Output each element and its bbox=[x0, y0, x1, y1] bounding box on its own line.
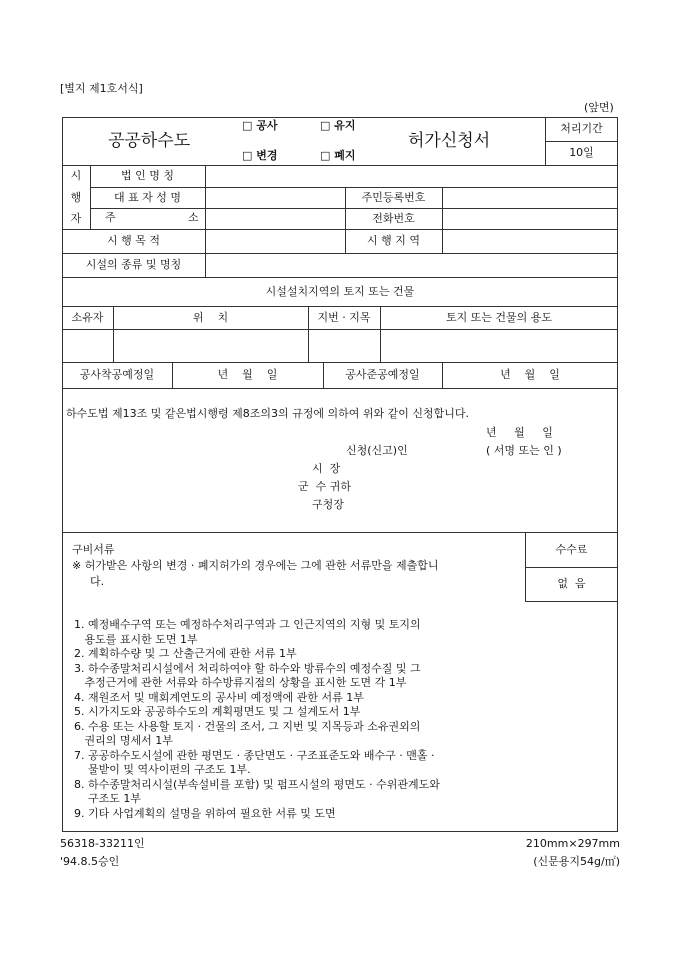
lot-header: 지번 · 지목 bbox=[317, 310, 371, 324]
area-field[interactable] bbox=[443, 230, 617, 252]
documents-note-cont: 다. bbox=[90, 575, 105, 588]
purpose-label: 시 행 목 적 bbox=[107, 234, 160, 247]
phone-label: 전화번호 bbox=[372, 211, 415, 225]
option-construction[interactable]: □ 공사 bbox=[242, 119, 278, 132]
signature-field[interactable]: ( 서명 또는 인 ) bbox=[486, 444, 562, 457]
document-item: 4. 재원조서 및 매회계연도의 공사비 예정액에 관한 서류 1부 bbox=[74, 690, 364, 704]
address-label: 소 bbox=[188, 211, 199, 224]
form-id: [별지 제1호서식] bbox=[60, 82, 143, 95]
document-item: 1. 예정배수구역 또는 예정하수처리구역과 그 인근지역의 지형 및 토지의 bbox=[74, 618, 421, 631]
applicant-label: 시 bbox=[70, 169, 82, 182]
owner-field[interactable] bbox=[63, 330, 112, 361]
fee-value: 없 음 bbox=[557, 577, 586, 590]
applicant-label: 행 bbox=[70, 190, 82, 204]
document-item: 6. 수용 또는 사용할 토지 · 건물의 조서, 그 지번 및 지목등과 소유권외의 bbox=[74, 719, 421, 733]
document-item: 용도를 표시한 도면 1부 bbox=[74, 632, 198, 646]
title-right: 허가신청서 bbox=[408, 131, 491, 151]
address-label: 주 bbox=[105, 211, 116, 224]
location-field[interactable] bbox=[114, 330, 307, 361]
end-date-label: 공사준공예정일 bbox=[345, 368, 420, 381]
facility-field[interactable] bbox=[206, 254, 617, 276]
end-date-field[interactable]: 년 월 일 bbox=[500, 368, 560, 381]
documents-note: ※ 허가받은 사항의 변경 · 폐지허가의 경우에는 그에 관한 서류만을 제출합니 bbox=[72, 559, 439, 572]
document-item: 추정근거에 관한 서류와 하수방류지점의 상황을 표시한 도면 각 1부 bbox=[74, 676, 407, 689]
processing-label: 처리기간 bbox=[560, 122, 603, 135]
usage-field[interactable] bbox=[381, 330, 617, 361]
purpose-field[interactable] bbox=[206, 230, 344, 252]
page-side: (앞면) bbox=[584, 101, 614, 114]
applicant-sign-label: 신청(신고)인 bbox=[346, 444, 408, 457]
facility-label: 시설의 종류 및 명칭 bbox=[85, 258, 182, 271]
statement-text: 하수도법 제13조 및 같은법시행령 제8조의3의 규정에 의하여 위와 같이 신청합니다. bbox=[66, 407, 469, 420]
resident-no-field[interactable] bbox=[443, 188, 617, 207]
rep-name-field[interactable] bbox=[206, 188, 344, 207]
statement-date[interactable]: 년 월 일 bbox=[486, 426, 553, 439]
fee-label: 수수료 bbox=[555, 542, 588, 556]
applicant-label: 자 bbox=[70, 211, 82, 225]
document-item: 3. 하수종말처리시설에서 처리하여야 할 하수와 방류수의 예정수질 및 그 bbox=[74, 661, 421, 675]
footer-approved: '94.8.5승인 bbox=[60, 855, 120, 868]
footer-paper: (신문용지54g/㎡) bbox=[533, 855, 620, 868]
usage-header: 토지 또는 건물의 용도 bbox=[445, 310, 553, 324]
document-item: 9. 기타 사업계획의 설명을 위하여 필요한 서류 및 도면 bbox=[74, 806, 336, 820]
option-abolish[interactable]: □ 폐지 bbox=[320, 149, 356, 162]
title-left: 공공하수도 bbox=[108, 131, 191, 151]
resident-no-label: 주민등록번호 bbox=[361, 190, 426, 204]
lot-field[interactable] bbox=[309, 330, 379, 361]
option-maintenance[interactable]: □ 유지 bbox=[320, 119, 356, 132]
corp-name-label: 법 인 명 칭 bbox=[121, 169, 174, 182]
document-item: 구조도 1부 bbox=[74, 792, 141, 805]
land-title: 시설설치지역의 토지 또는 건물 bbox=[265, 284, 415, 298]
option-change[interactable]: □ 변경 bbox=[242, 149, 278, 162]
documents-title: 구비서류 bbox=[72, 543, 115, 556]
document-item: 5. 시가지도와 공공하수도의 계획평면도 및 그 설계도서 1부 bbox=[74, 705, 361, 718]
start-date-label: 공사착공예정일 bbox=[79, 368, 155, 381]
recipient-district: 구청장 bbox=[312, 498, 344, 511]
area-label: 시 행 지 역 bbox=[367, 234, 420, 247]
document-item: 물받이 및 역사이펀의 구조도 1부. bbox=[74, 763, 251, 776]
location-header: 위 치 bbox=[192, 310, 229, 324]
address-field[interactable] bbox=[206, 209, 344, 228]
rep-name-label: 대 표 자 성 명 bbox=[113, 190, 182, 204]
recipient-county: 군 수 귀하 bbox=[298, 480, 351, 493]
document-item: 7. 공공하수도시설에 관한 평면도 · 종단면도 · 구조표준도와 배수구 · 맨홀 · bbox=[74, 748, 435, 762]
recipient-mayor: 시 장 bbox=[312, 462, 341, 475]
owner-header: 소유자 bbox=[71, 310, 104, 324]
corp-name-field[interactable] bbox=[206, 166, 617, 186]
document-item: 2. 계획하수량 및 그 산출근거에 관한 서류 1부 bbox=[74, 647, 297, 660]
document-item: 권리의 명세서 1부 bbox=[74, 734, 173, 747]
footer-size: 210mm×297mm bbox=[525, 837, 620, 850]
footer-code: 56318-33211인 bbox=[60, 837, 145, 850]
documents-list bbox=[74, 618, 440, 821]
start-date-field[interactable]: 년 월 일 bbox=[217, 368, 278, 381]
document-item: 8. 하수종말처리시설(부속설비를 포함) 및 펌프시설의 평면도 · 수위관계도와 bbox=[74, 777, 440, 791]
processing-value: 10일 bbox=[569, 146, 594, 159]
phone-field[interactable] bbox=[443, 209, 617, 228]
